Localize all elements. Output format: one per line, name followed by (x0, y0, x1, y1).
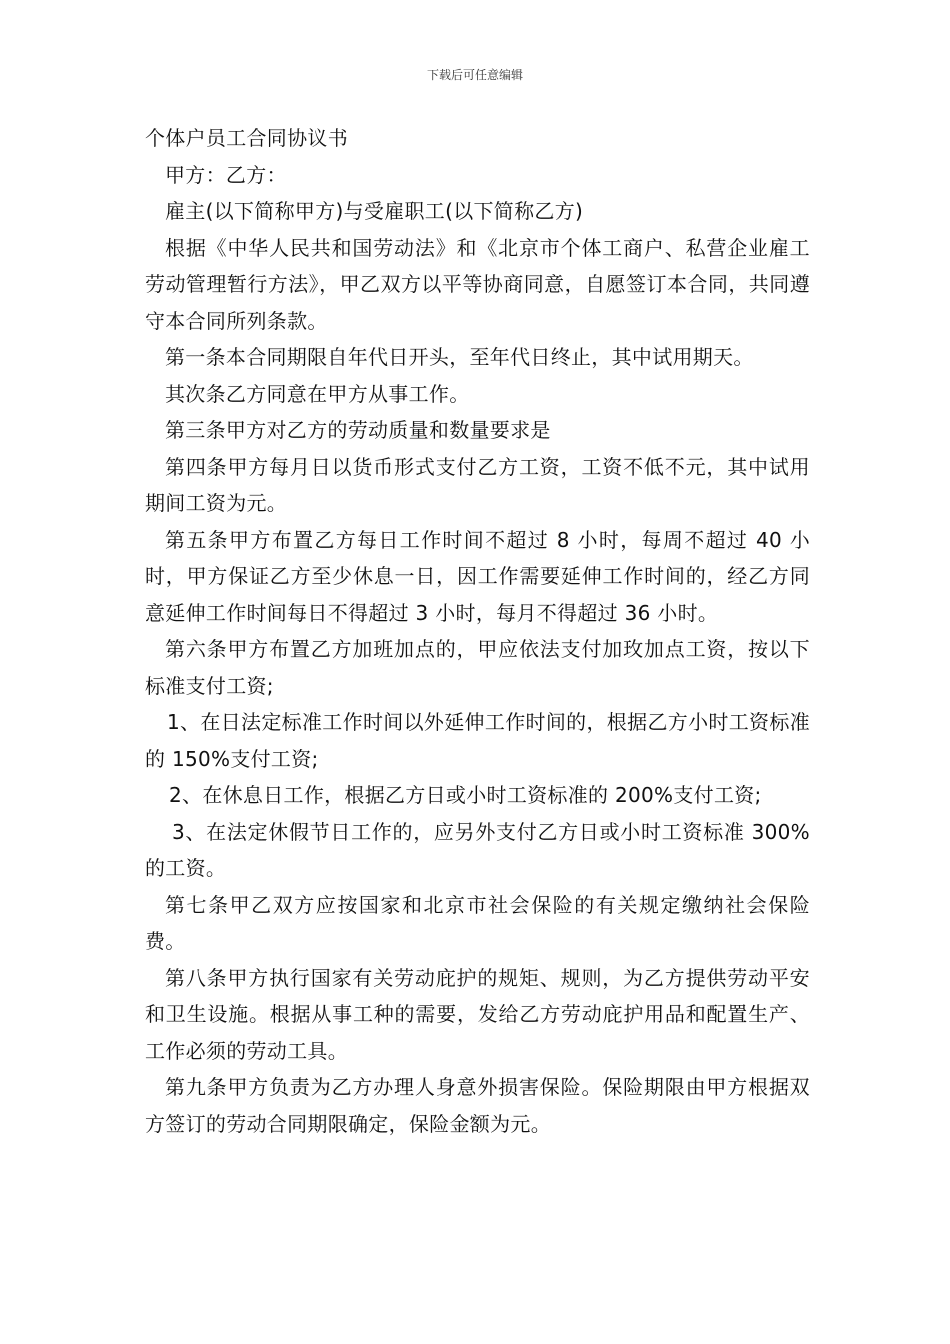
document-title: 个体户员工合同协议书 (145, 126, 348, 150)
article-5: 第五条甲方布置乙方每日工作时间不超过 8 小时，每周不超过 40 小时，甲方保证乙方至少休息一日，因工作需要延伸工作时间的，经乙方同意延伸工作时间每日不得超过 3 小时，每月不得超过 36 小时。 (145, 527, 810, 625)
article-6-item-1: 1、在日法定标准工作时间以外延伸工作时间的，根据乙方小时工资标准的 150%支付工资; (145, 710, 810, 771)
article-8: 第八条甲方执行国家有关劳动庇护的规矩、规则，为乙方提供劳动平安和卫生设施。根据从事工种的需要，发给乙方劳动庇护用品和配置生产、工作必须的劳动工具。 (145, 965, 810, 1063)
parties-definition: 雇主(以下简称甲方)与受雇职工(以下简称乙方) (165, 199, 584, 223)
parties-line: 甲方：乙方： (165, 162, 287, 187)
article-9: 第九条甲方负责为乙方办理人身意外损害保险。保险期限由甲方根据双方签订的劳动合同期限确定，保险金额为元。 (145, 1075, 810, 1136)
article-2: 其次条乙方同意在甲方从事工作。 (165, 381, 470, 406)
document-body (145, 120, 810, 1142)
article-1: 第一条本合同期限自年代日开头，至年代日终止，其中试用期天。 (165, 345, 754, 369)
article-3: 第三条甲方对乙方的劳动质量和数量要求是 (165, 418, 551, 442)
header-note: 下载后可任意编辑 (426, 68, 523, 82)
article-6: 第六条甲方布置乙方加班加点的，甲应依法支付加玫加点工资，按以下标准支付工资; (145, 637, 810, 698)
article-4: 第四条甲方每月日以货币形式支付乙方工资，工资不低不元，其中试用期间工资为元。 (145, 454, 810, 515)
article-6-item-2: 2、在休息日工作，根据乙方日或小时工资标准的 200%支付工资; (169, 783, 762, 807)
article-7: 第七条甲乙双方应按国家和北京市社会保险的有关规定缴纳社会保险费。 (145, 892, 810, 953)
article-6-item-3: 3、在法定休假节日工作的，应另外支付乙方日或小时工资标准 300%的工资。 (145, 819, 810, 880)
preamble-paragraph: 根据《中华人民共和国劳动法》和《北京市个体工商户、私营企业雇工劳动管理暂行方法》，甲乙双方以平等协商同意，自愿签订本合同，共同遵守本合同所列条款。 (145, 235, 810, 333)
